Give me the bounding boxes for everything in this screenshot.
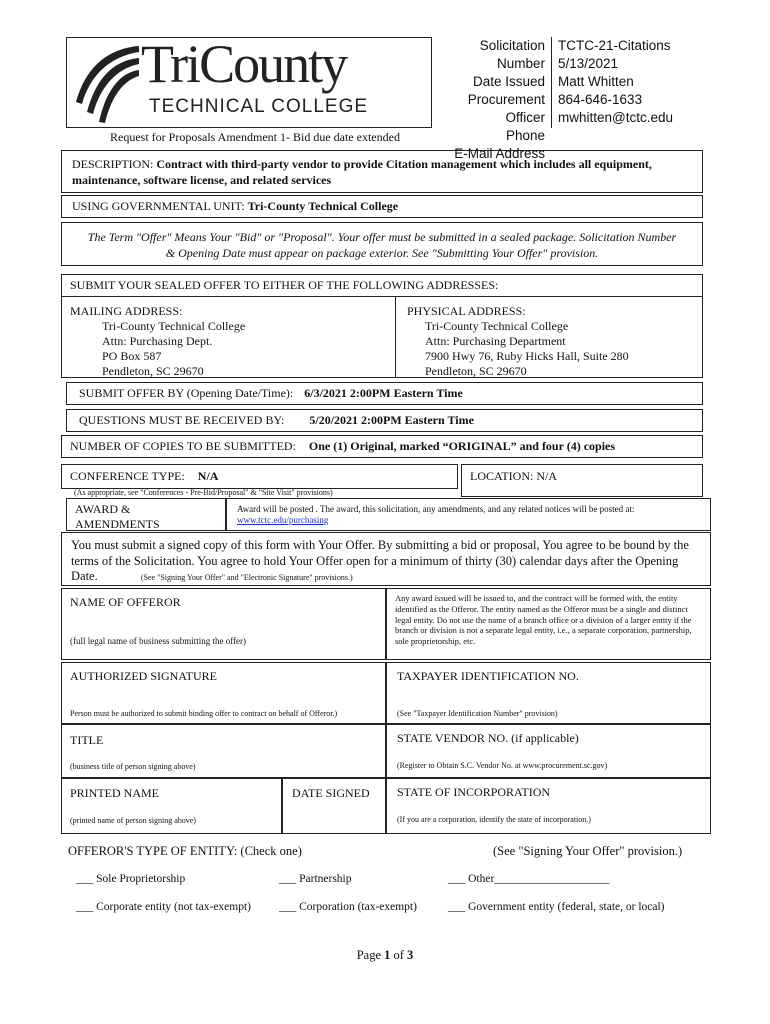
award-text-box bbox=[226, 498, 711, 531]
authorized-signature-hint: Person must be authorized to submit binding offer to contract on behalf of Offeror.) bbox=[70, 709, 338, 718]
mailing-address bbox=[70, 304, 245, 379]
date-signed-field[interactable] bbox=[282, 778, 386, 834]
logo-sub-text: TECHNICAL COLLEGE bbox=[149, 96, 369, 117]
award-label-line2: AMENDMENTS bbox=[75, 517, 160, 531]
physical-line: Attn: Purchasing Department bbox=[425, 334, 566, 348]
offer-notice-text: The Term "Offer" Means Your "Bid" or "Proposal". Your offer must be submitted in a sealed package. Solicitation Number & Opening Date must appear on package exterior. See "Submitting Your Offer" provision. bbox=[87, 230, 677, 260]
taxpayer-id-label: TAXPAYER IDENTIFICATION NO. bbox=[397, 669, 579, 683]
amendment-note: Request for Proposals Amendment 1- Bid due date extended bbox=[110, 130, 400, 144]
mailing-line: Attn: Purchasing Dept. bbox=[102, 334, 213, 348]
offeror-name-field[interactable] bbox=[61, 588, 386, 660]
governmental-unit-label: USING GOVERNMENTAL UNIT: bbox=[72, 199, 245, 213]
mailing-line: Pendleton, SC 29670 bbox=[102, 364, 204, 378]
entity-option-corporate[interactable]: ___ Corporate entity (not tax-exempt) bbox=[76, 901, 252, 913]
taxpayer-id-field[interactable] bbox=[386, 662, 711, 724]
questions-value: 5/20/2021 2:00PM Eastern Time bbox=[309, 413, 474, 427]
entity-option-sole-proprietorship[interactable]: ___ Sole Proprietorship bbox=[76, 873, 186, 885]
copies-value: One (1) Original, marked “ORIGINAL” and four (4) copies bbox=[308, 439, 616, 453]
page-of: of bbox=[393, 948, 404, 962]
conference-label: CONFERENCE TYPE: bbox=[70, 469, 185, 483]
description-value: Contract with third-party vendor to provide Citation management which includes all equipment, maintenance, software license, and related services bbox=[72, 157, 652, 187]
governmental-unit-value: Tri-County Technical College bbox=[247, 199, 399, 213]
addresses-box bbox=[61, 274, 703, 378]
award-text: Award will be posted . The award, this solicitation, any amendments, and any related notices will be posted at: bbox=[237, 504, 635, 514]
page-total: 3 bbox=[407, 948, 414, 962]
entity-type-label: OFFEROR'S TYPE OF ENTITY: (Check one) bbox=[68, 844, 302, 858]
copies-box bbox=[61, 435, 703, 458]
purchasing-link[interactable]: www.tctc.edu/purchasing bbox=[237, 515, 329, 525]
info-label-solicitation-number: Solicitation Number bbox=[479, 38, 545, 71]
solicitation-info-labels bbox=[432, 37, 550, 161]
addresses-heading: SUBMIT YOUR SEALED OFFER TO EITHER OF THE FOLLOWING ADDRESSES: bbox=[70, 278, 499, 292]
submit-by-value: 6/3/2021 2:00PM Eastern Time bbox=[304, 386, 463, 400]
description-label: DESCRIPTION: bbox=[72, 157, 154, 171]
logo-main-text: TriCounty bbox=[141, 34, 347, 94]
page-prefix: Page bbox=[356, 948, 381, 962]
info-label-phone: Phone bbox=[505, 128, 545, 143]
state-vendor-field[interactable] bbox=[386, 724, 711, 778]
printed-name-hint: (printed name of person signing above) bbox=[70, 816, 196, 825]
copies-label: NUMBER OF COPIES TO BE SUBMITTED: bbox=[70, 439, 296, 453]
date-signed-label: DATE SIGNED bbox=[292, 786, 370, 800]
solicitation-info-values bbox=[558, 37, 718, 128]
mailing-address-label: MAILING ADDRESS: bbox=[70, 304, 183, 318]
physical-line: 7900 Hwy 76, Ruby Hicks Hall, Suite 280 bbox=[425, 349, 629, 363]
agreement-note: (See "Signing Your Offer" and "Electronic Signature" provisions.) bbox=[140, 573, 353, 582]
title-label: TITLE bbox=[70, 733, 104, 747]
printed-name-field[interactable] bbox=[61, 778, 282, 834]
physical-address-label: PHYSICAL ADDRESS: bbox=[407, 304, 526, 318]
page-num: 1 bbox=[384, 948, 391, 962]
addresses-divider bbox=[395, 296, 396, 378]
submit-by-box bbox=[66, 382, 703, 405]
state-vendor-label: STATE VENDOR NO. (if applicable) bbox=[397, 731, 579, 745]
description-box bbox=[61, 150, 703, 193]
info-label-email: E-Mail Address bbox=[454, 146, 545, 161]
entity-note-box bbox=[386, 588, 711, 660]
conference-value: N/A bbox=[197, 469, 219, 483]
entity-note-text: Any award issued will be issued to, and the contract will be formed with, the entity identified as the Offeror. The entity named as the Offeror must be a single and distinct legal entity. Do not use the name of a branch office or a division of a larger entity if the branch or division is not a separate legal entity, i.e., a separate corporation, partnership, sole proprietorship, etc. bbox=[395, 593, 692, 647]
physical-address bbox=[407, 304, 629, 379]
award-label-line1: AWARD & bbox=[75, 502, 131, 516]
questions-box bbox=[66, 409, 703, 432]
title-field[interactable] bbox=[61, 724, 386, 778]
physical-line: Tri-County Technical College bbox=[425, 319, 569, 333]
page-number bbox=[0, 948, 770, 963]
state-of-incorporation-field[interactable] bbox=[386, 778, 711, 834]
printed-name-label: PRINTED NAME bbox=[70, 786, 159, 800]
info-divider bbox=[551, 37, 552, 128]
questions-label: QUESTIONS MUST BE RECEIVED BY: bbox=[79, 413, 285, 427]
entity-type-note: (See "Signing Your Offer" provision.) bbox=[493, 844, 683, 858]
procurement-officer-value: Matt Whitten bbox=[558, 74, 634, 89]
phone-value: 864-646-1633 bbox=[558, 92, 643, 107]
title-hint: (business title of person signing above) bbox=[70, 762, 196, 771]
governmental-unit-box bbox=[61, 195, 703, 218]
agreement-text: You must submit a signed copy of this form with Your Offer. By submitting a bid or proposal, You agree to be bound by the terms of the Solicitation. You agree to hold Your Offer open for a minimum of thirty (30) calendar days after the Opening Date. bbox=[71, 538, 689, 583]
solicitation-number-value: TCTC-21-Citations bbox=[558, 38, 671, 53]
college-logo-swoosh-icon bbox=[73, 42, 141, 126]
authorized-signature-field[interactable] bbox=[61, 662, 386, 724]
entity-option-other[interactable]: ___ Other____________________ bbox=[448, 873, 610, 885]
state-vendor-hint: (Register to Obtain S.C. Vendor No. at www.procurement.sc.gov) bbox=[397, 761, 608, 770]
offeror-name-hint: (full legal name of business submitting the offer) bbox=[70, 636, 247, 646]
submit-by-label: SUBMIT OFFER BY (Opening Date/Time): bbox=[79, 386, 294, 400]
entity-option-government[interactable]: ___ Government entity (federal, state, or local) bbox=[448, 901, 665, 913]
state-of-incorporation-label: STATE OF INCORPORATION bbox=[397, 785, 551, 799]
entity-option-partnership[interactable]: ___ Partnership bbox=[279, 873, 352, 885]
addresses-heading-rule bbox=[62, 296, 702, 297]
state-of-incorporation-hint: (If you are a corporation, identify the state of incorporation.) bbox=[397, 815, 591, 824]
info-label-date-issued: Date Issued bbox=[472, 74, 545, 89]
conference-note: (As appropriate, see "Conferences - Pre-Bid/Proposal" & "Site Visit" provisions) bbox=[74, 488, 333, 497]
agreement-box bbox=[61, 532, 711, 586]
offer-notice-box bbox=[61, 222, 703, 266]
location-value: LOCATION: N/A bbox=[470, 469, 557, 483]
entity-option-corporation-tax-exempt[interactable]: ___ Corporation (tax-exempt) bbox=[279, 901, 417, 913]
email-value: mwhitten@tctc.edu bbox=[558, 110, 674, 125]
mailing-line: PO Box 587 bbox=[102, 349, 162, 363]
taxpayer-id-hint: (See "Taxpayer Identification Number" provision) bbox=[397, 709, 558, 718]
logo-box bbox=[66, 34, 432, 128]
mailing-line: Tri-County Technical College bbox=[102, 319, 246, 333]
physical-line: Pendleton, SC 29670 bbox=[425, 364, 527, 378]
location-box bbox=[461, 464, 703, 497]
date-issued-value: 5/13/2021 bbox=[558, 56, 619, 71]
offeror-name-label: NAME OF OFFEROR bbox=[70, 595, 181, 609]
info-label-procurement-officer: Procurement Officer bbox=[467, 92, 545, 125]
conference-box bbox=[61, 464, 458, 489]
authorized-signature-label: AUTHORIZED SIGNATURE bbox=[70, 669, 217, 683]
award-label-box bbox=[66, 498, 226, 531]
